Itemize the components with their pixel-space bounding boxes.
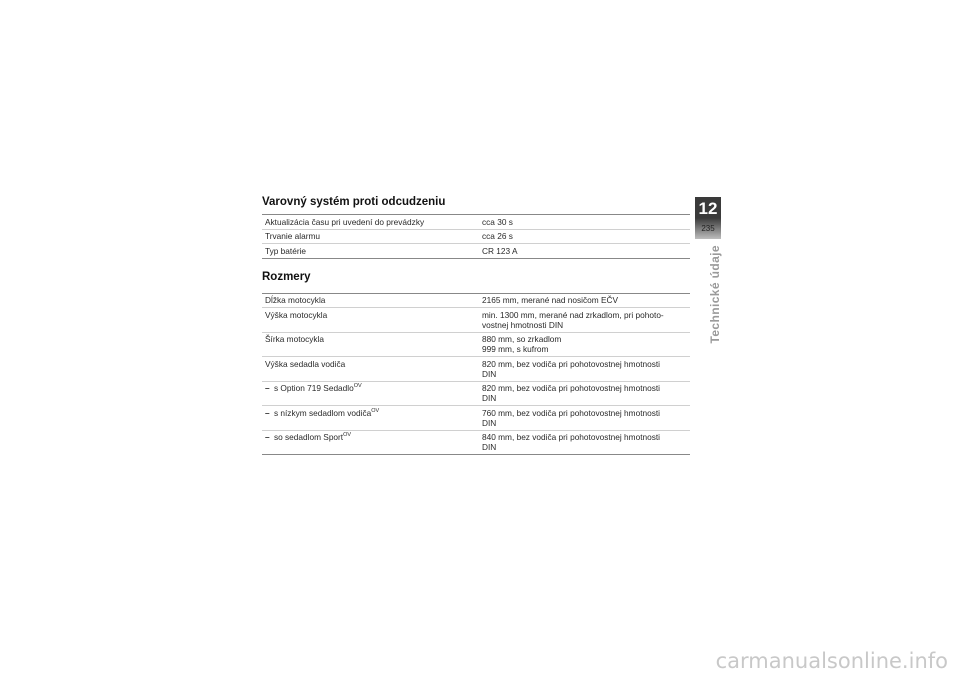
dash-marker: – [265, 407, 270, 418]
option-marker: OV [353, 383, 362, 389]
spec-value-line: DIN [482, 393, 497, 403]
spec-label [262, 430, 476, 455]
spec-value [476, 381, 690, 406]
spec-value [476, 308, 690, 333]
spec-value: cca 30 s [476, 215, 690, 230]
table-row [262, 357, 690, 382]
spec-label-text: s nízkym sedadlom vodiča [273, 407, 372, 418]
spec-label-text: so sedadlom Sport [273, 432, 344, 442]
dash-marker: – [265, 383, 270, 393]
spec-label: Výška motocykla [262, 308, 476, 333]
spec-value-line: 880 mm, so zrkadlom [482, 334, 562, 344]
table-row [262, 308, 690, 333]
spec-value [476, 332, 690, 357]
section-title-dimensions: Rozmery [262, 270, 311, 283]
chapter-number: 12 [698, 199, 718, 218]
table-row [262, 381, 690, 406]
spec-value [476, 357, 690, 382]
spec-value-line: min. 1300 mm, merané nad zrkadlom, pri pohoto- [482, 309, 664, 320]
table-row [262, 229, 690, 244]
chapter-badge [695, 197, 721, 239]
spec-value: 2165 mm, merané nad nosičom EČV [476, 293, 690, 308]
spec-value: cca 26 s [476, 229, 690, 244]
spec-value-line: 760 mm, bez vodiča pri pohotovostnej hmotnosti [482, 407, 661, 418]
spec-value-line: DIN [482, 442, 497, 452]
spec-value [476, 430, 690, 455]
spec-value-line: 820 mm, bez vodiča pri pohotovostnej hmotnosti [482, 383, 661, 393]
spec-value-line: 820 mm, bez vodiča pri pohotovostnej hmotnosti [482, 358, 661, 369]
spec-label: Aktualizácia času pri uvedení do prevádzky [262, 215, 476, 230]
spec-value [476, 406, 690, 431]
table-row [262, 430, 690, 455]
dash-marker: – [265, 432, 270, 442]
table-row [262, 215, 690, 230]
spec-label [262, 406, 476, 431]
spec-value-line: DIN [482, 417, 497, 428]
table-row [262, 293, 690, 308]
chapter-name: Technické údaje [708, 245, 722, 344]
dimensions-spec-table [262, 293, 690, 456]
spec-label: Šírka motocykla [262, 332, 476, 357]
spec-value-line: 999 mm, s kufrom [482, 344, 549, 354]
alarm-spec-table [262, 214, 690, 259]
page-number: 235 [701, 224, 715, 233]
watermark: carmanualsonline.info [715, 649, 948, 673]
spec-value-line: DIN [482, 368, 497, 379]
chapter-tab [696, 245, 720, 375]
table-row [262, 244, 690, 259]
spec-label [262, 381, 476, 406]
option-marker: OV [343, 432, 352, 438]
spec-label: Typ batérie [265, 245, 307, 256]
spec-label: Výška sedadla vodiča [262, 357, 476, 382]
spec-value: CR 123 A [482, 245, 518, 256]
spec-label-text: s Option 719 Sedadlo [273, 383, 354, 393]
spec-label: Trvanie alarmu [262, 229, 476, 244]
table-row [262, 406, 690, 431]
spec-value-line: 840 mm, bez vodiča pri pohotovostnej hmotnosti [482, 432, 661, 442]
spec-value-line: vostnej hmotnosti DIN [482, 319, 564, 330]
section-title-alarm: Varovný systém proti odcudzeniu [262, 196, 446, 208]
document-body [262, 195, 690, 455]
option-marker: OV [371, 407, 380, 414]
table-row [262, 332, 690, 357]
spec-label: Dĺžka motocykla [262, 293, 476, 308]
